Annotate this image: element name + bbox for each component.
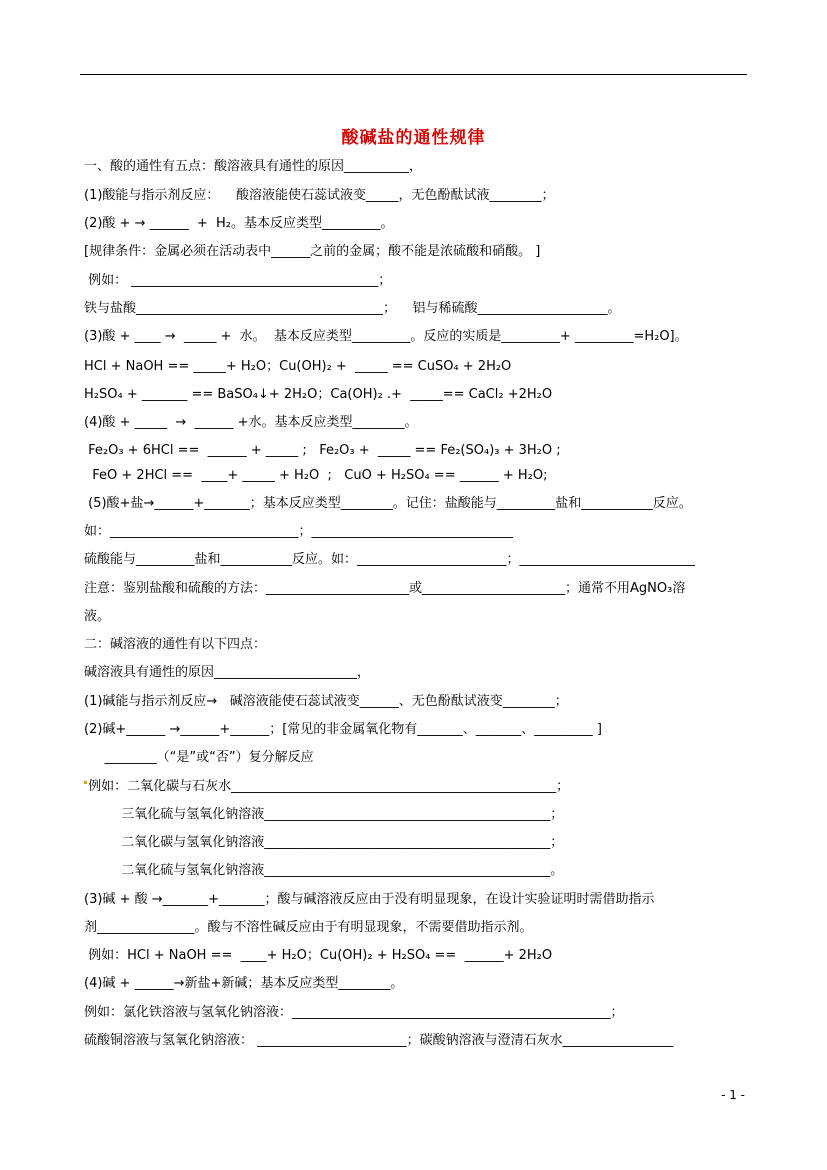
text-line: 例如： ______________________________________； (84, 273, 392, 288)
text-line: 二氧化碳与氢氧化钠溶液____________________________________________； (84, 835, 564, 850)
text-line: (3)碱 + 酸 →_______+_______；酸与碱溶液反应由于没有明显现象，在设计实验证明时需借助指示 (84, 892, 655, 907)
text-line: 三氧化硫与氢氧化钠溶液____________________________________________； (84, 807, 564, 822)
text-line: 液。 (84, 609, 111, 624)
header-rule (80, 74, 747, 75)
text-line: 例如：氯化铁溶液与氢氧化钠溶液：_________________________________________________； (84, 1005, 624, 1020)
text-line: (3)酸 + ____ → _____ + 水。 基本反应类型_________。反应的实质是_________+ _________=H₂O]。 (84, 329, 688, 344)
text-line: 如：_____________________________；_______________________________ (84, 524, 514, 539)
equation-line: HCl + NaOH == _____+ H₂O；Cu(OH)₂ + _____ == CuSO₄ + 2H₂O (84, 359, 512, 374)
text-line: 硫酸能与_________盐和___________反应。如：_______________________；___________________________ (84, 552, 696, 567)
page-number: - 1 - (721, 1088, 745, 1102)
text-line: 一、酸的通性有五点：酸溶液具有通性的原因__________， (84, 159, 423, 174)
equation-line: FeO + 2HCl == ____+ _____ + H₂O ; CuO + H₂SO₄ == ______ + H₂O; (84, 468, 548, 483)
equation-line: Fe₂O₃ + 6HCl == ______ + _____ ; Fe₂O₃ + _____ == Fe₂(SO₄)₃ + 3H₂O ; (84, 443, 561, 458)
text-line: ________（“是”或“否”）复分解反应 (84, 750, 314, 765)
text-line: [规律条件：金属必须在活动表中______之前的金属；酸不能是浓硫酸和硝酸。 ] (84, 244, 541, 259)
section-heading: 二：碱溶液的通性有以下四点： (84, 637, 267, 652)
text-line: (4)碱 + ______→新盐+新碱；基本反应类型________。 (84, 976, 404, 991)
text-line: (1)碱能与指示剂反应→ 碱溶液能使石蕊试液变______、无色酚酞试液变________； (84, 694, 568, 709)
text-line: 例如：二氧化碳与石灰水__________________________________________________； (84, 779, 570, 794)
text-line: (2)碱+______ →______+______；[常见的非金属氧化物有_______、_______、_________ ] (84, 722, 603, 737)
document-title: 酸碱盐的通性规律 (341, 128, 486, 148)
equation-line: 例如：HCl + NaOH == ____+ H₂O；Cu(OH)₂ + H₂SO₄ == ______+ 2H₂O (84, 948, 553, 963)
text-line: (1)酸能与指示剂反应： 酸溶液能使石蕊试液变_____，无色酚酞试液________； (84, 188, 555, 203)
text-line: (5)酸+盐→______+_______；基本反应类型________。记住：盐酸能与_________盐和___________反应。 (84, 496, 692, 511)
text-line: 注意：鉴别盐酸和硫酸的方法：______________________或______________________；通常不用AgNO₃溶 (84, 581, 686, 596)
text-line: 碱溶液具有通性的原因______________________， (84, 665, 371, 680)
text-line: 铁与盐酸______________________________________； 铝与稀硫酸____________________。 (84, 301, 621, 316)
text-line: (4)酸 + _____ → ______ +水。基本反应类型________。 (84, 415, 418, 430)
equation-line: H₂SO₄ + _______ == BaSO₄↓+ 2H₂O；Ca(OH)₂ .+ _____== CaCl₂ +2H₂O (84, 387, 553, 402)
text-line: (2)酸 + → ______ + H₂。基本反应类型_________。 (84, 216, 394, 231)
text-line: 二氧化硫与氢氧化钠溶液____________________________________________。 (84, 863, 564, 878)
text-line: 剂_______________。酸与不溶性碱反应由于有明显现象，不需要借助指示剂。 (84, 920, 533, 935)
text-line: 硫酸铜溶液与氢氧化钠溶液： _______________________；碳酸钠溶液与澄清石灰水_________________ (84, 1033, 674, 1048)
